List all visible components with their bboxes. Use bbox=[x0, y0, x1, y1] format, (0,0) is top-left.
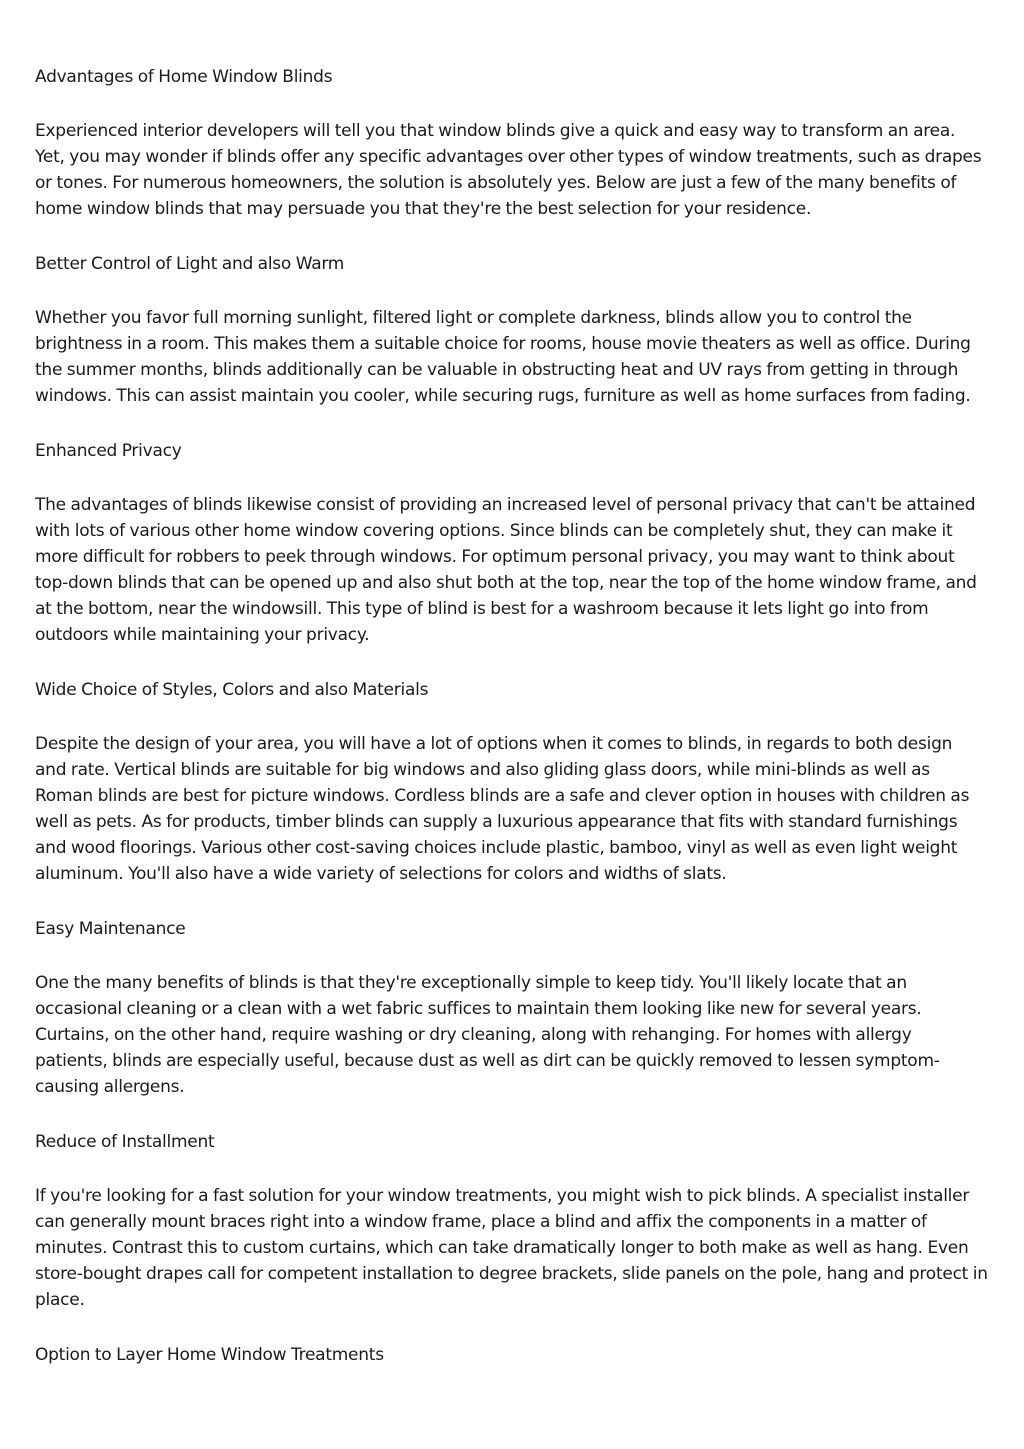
section-heading-installment: Reduce of Installment bbox=[35, 1132, 215, 1152]
section-body-light-control: Whether you favor full morning sunlight, filtered light or complete darkness, blinds allow you to control the brightness in a room. This makes them a suitable choice for rooms, house movie theaters as well as office. During the summer months, blinds additionally can be valuable in obstructing heat and UV rays from getting in through windows. This can assist maintain you cooler, while securing rugs, furniture as well as home surfaces from fading. bbox=[35, 308, 971, 406]
document-title: Advantages of Home Window Blinds bbox=[35, 67, 333, 87]
section-heading-maintenance: Easy Maintenance bbox=[35, 919, 186, 939]
section-heading-light-control: Better Control of Light and also Warm bbox=[35, 254, 345, 274]
section-body-installment: If you're looking for a fast solution for your window treatments, you might wish to pick blinds. A specialist installer can generally mount braces right into a window frame, place a blind and affix the components in a matter of minutes. Contrast this to custom curtains, which can take dramatically longer to both make as well as hang. Even store-bought drapes call for competent installation to degree brackets, slide panels on the pole, hang and protect in place. bbox=[35, 1186, 988, 1310]
section-body-maintenance: One the many benefits of blinds is that they're exceptionally simple to keep tidy. You'll likely locate that an occasional cleaning or a clean with a wet fabric suffices to maintain them looking like new for several years. Curtains, on the other hand, require washing or dry cleaning, along with rehanging. For homes with allergy patients, blinds are especially useful, because dust as well as dirt can be quickly removed to lessen symptom-causing allergens. bbox=[35, 973, 940, 1097]
section-heading-layering: Option to Layer Home Window Treatments bbox=[35, 1345, 384, 1365]
section-body-styles: Despite the design of your area, you will have a lot of options when it comes to blinds, in regards to both design and rate. Vertical blinds are suitable for big windows and also gliding glass doors, while mini-blinds as well as Roman blinds are best for picture windows. Cordless blinds are a safe and clever option in houses with children as well as pets. As for products, timber blinds can supply a luxurious appearance that fits with standard furnishings and wood floorings. Various other cost-saving choices include plastic, bamboo, vinyl as well as even light weight aluminum. You'll also have a wide variety of selections for colors and widths of slats. bbox=[35, 734, 970, 884]
section-heading-privacy: Enhanced Privacy bbox=[35, 441, 182, 461]
section-body-privacy: The advantages of blinds likewise consist of providing an increased level of personal privacy that can't be attained with lots of various other home window covering options. Since blinds can be completely shut, they can make it more difficult for robbers to peek through windows. For optimum personal privacy, you may want to think about top-down blinds that can be opened up and also shut both at the top, near the top of the home window frame, and at the bottom, near the windowsill. This type of blind is best for a washroom because it lets light go into from outdoors while maintaining your privacy. bbox=[35, 495, 977, 645]
section-heading-styles: Wide Choice of Styles, Colors and also Materials bbox=[35, 680, 429, 700]
intro-paragraph: Experienced interior developers will tell you that window blinds give a quick and easy way to transform an area. Yet, you may wonder if blinds offer any specific advantages over other types of window treatments, such as drapes or tones. For numerous homeowners, the solution is absolutely yes. Below are just a few of the many benefits of home window blinds that may persuade you that they're the best selection for your residence. bbox=[35, 121, 982, 219]
